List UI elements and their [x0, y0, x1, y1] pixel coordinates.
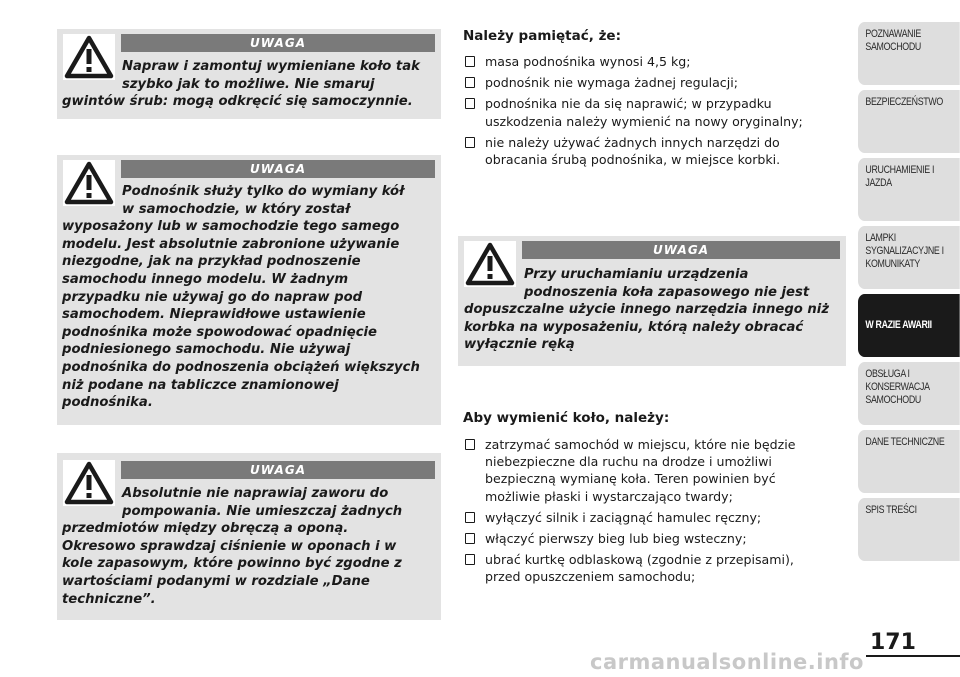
list-line: niebezpieczne dla ruchu na drodze i umożliwi [485, 454, 772, 470]
list-line: możliwie płaski i wystarczająco twardy; [485, 488, 733, 504]
warning-header: UWAGA [121, 160, 435, 178]
warning-line: przedmiotów między obręczą a oponą. [62, 521, 349, 537]
list-line: bezpieczną wymianę koła. Teren powinien być [485, 471, 776, 487]
tab-poznawanie-samochodu[interactable]: POZNAWANIE SAMOCHODU [858, 22, 960, 85]
list-line: zatrzymać samochód w miejscu, które nie będzie [485, 437, 796, 452]
list-item [463, 509, 853, 526]
warning-line: Podnośnik służy tylko do wymiany kół [122, 184, 405, 199]
warning-box-4 [458, 236, 846, 366]
list-line: włączyć pierwszy bieg lub bieg wsteczny; [485, 531, 747, 547]
warning-line: kole zapasowym, które powinno być zgodne z [62, 556, 402, 572]
warning-line: podnośnika może spowodować opadnięcie [62, 324, 377, 340]
warning-line: Absolutnie nie naprawiaj zaworu do [122, 486, 389, 501]
tab-bezpieczenstwo[interactable]: BEZPIECZEŃSTWO [858, 90, 960, 153]
list-line: wyłączyć silnik i zaciągnąć hamulec ręczny; [485, 509, 762, 525]
list-line: ubrać kurtkę odblaskową (zgodnie z przepisami), [485, 552, 794, 568]
checkbox-bullet-icon [465, 439, 475, 450]
warning-line: wartościami podanymi w rozdziale „Dane [62, 573, 370, 589]
list-line: podnośnik nie wymaga żadnej regulacji; [485, 75, 738, 91]
checkbox-bullet-icon [465, 554, 475, 565]
tab-dane-techniczne[interactable]: DANE TECHNICZNE [858, 430, 960, 493]
warning-line: podnoszenia koła zapasowego nie jest [524, 284, 810, 300]
warning-line: wyposażony lub w samochodzie tego samego [62, 219, 400, 235]
list-line: uszkodzenia należy wymienić na nowy oryginalny; [485, 113, 803, 129]
warning-text [464, 266, 844, 354]
tab-obsluga-i-konserwacja[interactable]: OBSŁUGA I KONSERWACJA SAMOCHODU [858, 362, 960, 425]
warning-line: dopuszczalne użycie innego narzędzia innego niż [464, 302, 830, 318]
list-item [463, 436, 853, 505]
warning-line: Przy uruchamianiu urządzenia [524, 267, 749, 282]
chapter-tabs [858, 22, 960, 566]
list-line: nie należy używać żadnych innych narzędzi do [485, 134, 780, 150]
warning-line: samochodu innego modelu. W żadnym [62, 271, 349, 287]
list-line: obracania śrubą podnośnika, w miejsce korbki. [485, 152, 781, 168]
warning-box-3 [57, 453, 441, 620]
warning-line: niż podane na tabliczce znamionowej [62, 377, 339, 393]
remember-list [463, 53, 853, 172]
list-item [463, 95, 853, 129]
checkbox-bullet-icon [465, 512, 475, 523]
warning-line: w samochodzie, w który został [122, 201, 351, 217]
page-number-rule [866, 655, 960, 657]
warning-line: korbka na wyposażeniu, którą należy obracać [464, 319, 804, 335]
warning-text [62, 58, 440, 111]
warning-text [62, 183, 440, 412]
checkbox-bullet-icon [465, 533, 475, 544]
warning-header: UWAGA [522, 241, 840, 259]
list-item [463, 551, 853, 585]
warning-header: UWAGA [121, 461, 435, 479]
change-wheel-heading: Aby wymienić koło, należy: [463, 410, 670, 426]
tab-spis-tresci[interactable]: SPIS TREŚCI [858, 498, 960, 561]
warning-header: UWAGA [121, 34, 435, 52]
watermark: carmanualsonline.info [590, 650, 864, 674]
warning-line: niezgodne, jak na przykład podnoszenie [62, 254, 361, 270]
remember-heading: Należy pamiętać, że: [463, 28, 621, 44]
tab-uruchamienie-i-jazda[interactable]: URUCHAMIENIE I JAZDA [858, 158, 960, 221]
list-item [463, 74, 853, 91]
change-wheel-list [463, 436, 853, 590]
warning-line: techniczne”. [62, 591, 156, 607]
warning-text [62, 485, 440, 608]
list-item [463, 530, 853, 547]
warning-line: podnośnika do podnoszenia obciążeń większych [62, 359, 420, 375]
list-item [463, 134, 853, 168]
warning-line: podniesionego samochodu. Nie używaj [62, 342, 351, 358]
tab-w-razie-awarii[interactable]: W RAZIE AWARII [858, 294, 960, 357]
warning-line: samochodem. Nieprawidłowe ustawienie [62, 307, 366, 323]
list-line: podnośnika nie da się naprawić; w przypadku [485, 96, 772, 112]
list-line: masa podnośnika wynosi 4,5 kg; [485, 54, 691, 69]
warning-line: Okresowo sprawdzaj ciśnienie w oponach i w [62, 538, 397, 554]
list-line: przed opuszczeniem samochodu; [485, 569, 696, 585]
warning-line: podnośnika. [62, 395, 153, 411]
tab-lampki-sygnalizacyjne[interactable]: LAMPKI SYGNALIZACYJNE I KOMUNIKATY [858, 226, 960, 289]
checkbox-bullet-icon [465, 98, 475, 109]
warning-line: modelu. Jest absolutnie zabronione używanie [62, 236, 400, 252]
warning-line: Napraw i zamontuj wymieniane koło tak [122, 59, 420, 74]
warning-line: szybko jak to możliwe. Nie smaruj [122, 76, 375, 92]
list-item [463, 53, 853, 70]
checkbox-bullet-icon [465, 77, 475, 88]
warning-line: gwintów śrub: mogą odkręcić się samoczynnie. [62, 94, 413, 110]
checkbox-bullet-icon [465, 137, 475, 148]
warning-line: pompowania. Nie umieszczaj żadnych [122, 503, 403, 519]
checkbox-bullet-icon [465, 56, 475, 67]
warning-line: przypadku nie używaj go do napraw pod [62, 289, 363, 305]
warning-box-1 [57, 29, 441, 119]
warning-box-2 [57, 155, 441, 425]
page-number: 171 [870, 630, 916, 655]
warning-line: wyłącznie ręką [464, 337, 575, 353]
